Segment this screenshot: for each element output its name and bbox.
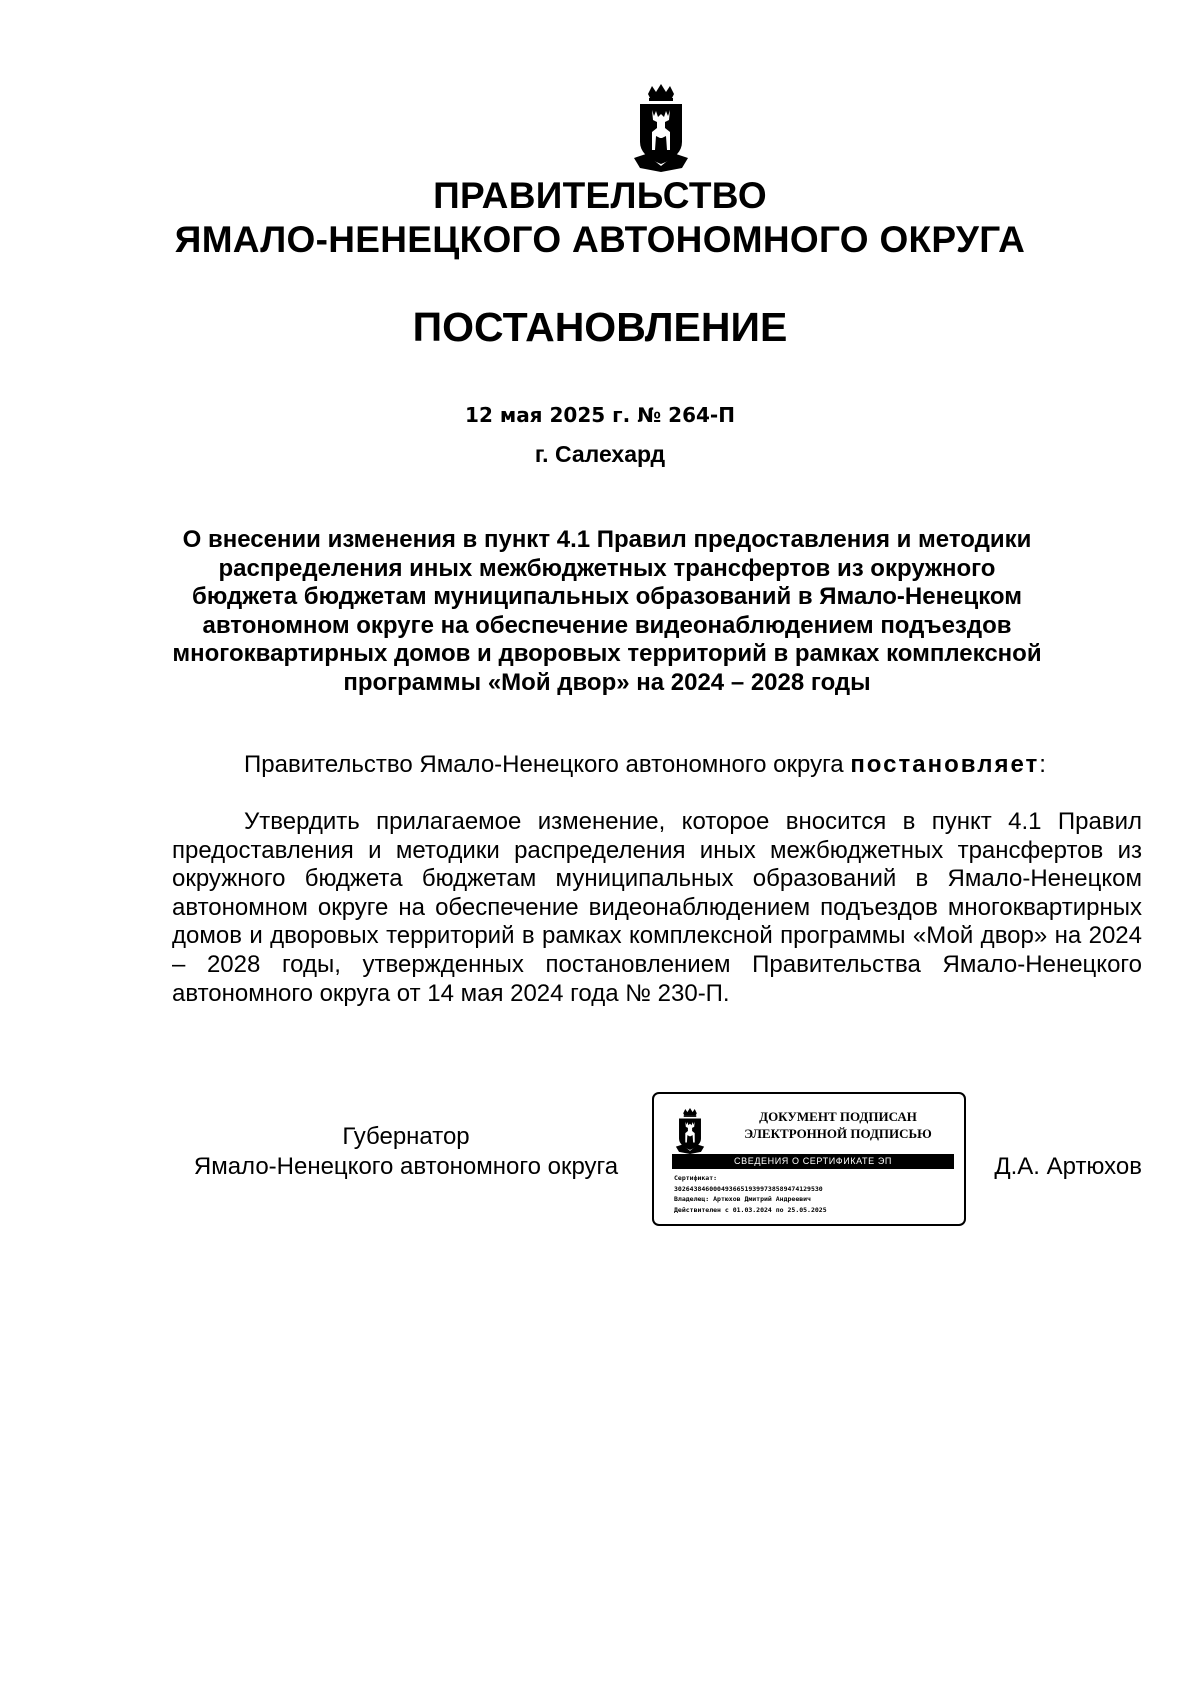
document-date-number: 12 мая 2025 г. № 264-П [465, 403, 735, 427]
stamp-certificate-band: СВЕДЕНИЯ О СЕРТИФИКАТЕ ЭП [672, 1154, 954, 1169]
stamp-cert-label: Сертификат: [674, 1174, 718, 1182]
subject-line: О внесении изменения в пункт 4.1 Правил предоставления и методики [182, 526, 1032, 553]
stamp-certificate-details [674, 1173, 960, 1215]
government-title [0, 174, 1200, 262]
document-city: г. Салехард [534, 441, 666, 467]
resolution-intro-text: Правительство Ямало-Ненецкого автономного округа [244, 751, 851, 778]
document-subject [170, 526, 1044, 698]
stamp-validity: Действителен с 01.03.2024 по 25.05.2025 [674, 1205, 827, 1214]
resolution-body-paragraph: Утвердить прилагаемое изменение, которое вносится в пункт 4.1 Правил предоставления и методики распределения иных межбюджетных трансфертов из окружного бюджета бюджетам муниципальных образований в Ямало-Ненецком автономном округе на обеспечение видеонаблюдением подъездов многоквартирных домов и дворовых территорий в рамках комплексной программы «Мой двор» на 2024 – 2028 годы, утвержденных постановлением Правительства Ямало-Ненецкого автономного округа от 14 мая 2024 года № 230-П. [172, 808, 1142, 1007]
yamal-coat-of-arms-icon [674, 1108, 706, 1154]
signer-title [172, 1122, 640, 1182]
stamp-cert-number: 30264384600049366519399738589474129530 [674, 1184, 823, 1193]
signer-name: Д.А. Артюхов [994, 1153, 1142, 1180]
signer-title-line1: Губернатор [342, 1123, 470, 1150]
electronic-signature-stamp [652, 1092, 966, 1226]
document-type: ПОСТАНОВЛЕНИЕ [412, 304, 788, 350]
signer-title-line2: Ямало-Ненецкого автономного округа [193, 1153, 619, 1180]
stamp-owner: Владелец: Артюхов Дмитрий Андреевич [674, 1195, 811, 1203]
subject-line: распределения иных межбюджетных трансфертов из окружного [218, 554, 996, 582]
resolution-intro-colon: : [1039, 751, 1046, 778]
resolution-intro-paragraph [172, 751, 1142, 779]
government-title-line1: ПРАВИТЕЛЬСТВО [433, 175, 767, 216]
subject-line: бюджета бюджетам муниципальных образований в Ямало-Ненецком [192, 583, 1022, 611]
stamp-header-line2: ЭЛЕКТРОННОЙ ПОДПИСЬЮ [744, 1126, 932, 1141]
subject-line: автономном округе на обеспечение видеонаблюдением подъездов [202, 611, 1012, 639]
stamp-header [718, 1108, 958, 1142]
subject-line: программы «Мой двор» на 2024 – 2028 годы [343, 668, 871, 696]
yamal-coat-of-arms-icon [632, 84, 690, 172]
resolution-keyword: постановляет [850, 751, 1040, 778]
government-title-line2: ЯМАЛО-НЕНЕЦКОГО АВТОНОМНОГО ОКРУГА [174, 219, 1026, 260]
subject-line: многоквартирных домов и дворовых территорий в рамках комплексной [172, 640, 1042, 668]
stamp-header-line1: ДОКУМЕНТ ПОДПИСАН [759, 1109, 917, 1124]
